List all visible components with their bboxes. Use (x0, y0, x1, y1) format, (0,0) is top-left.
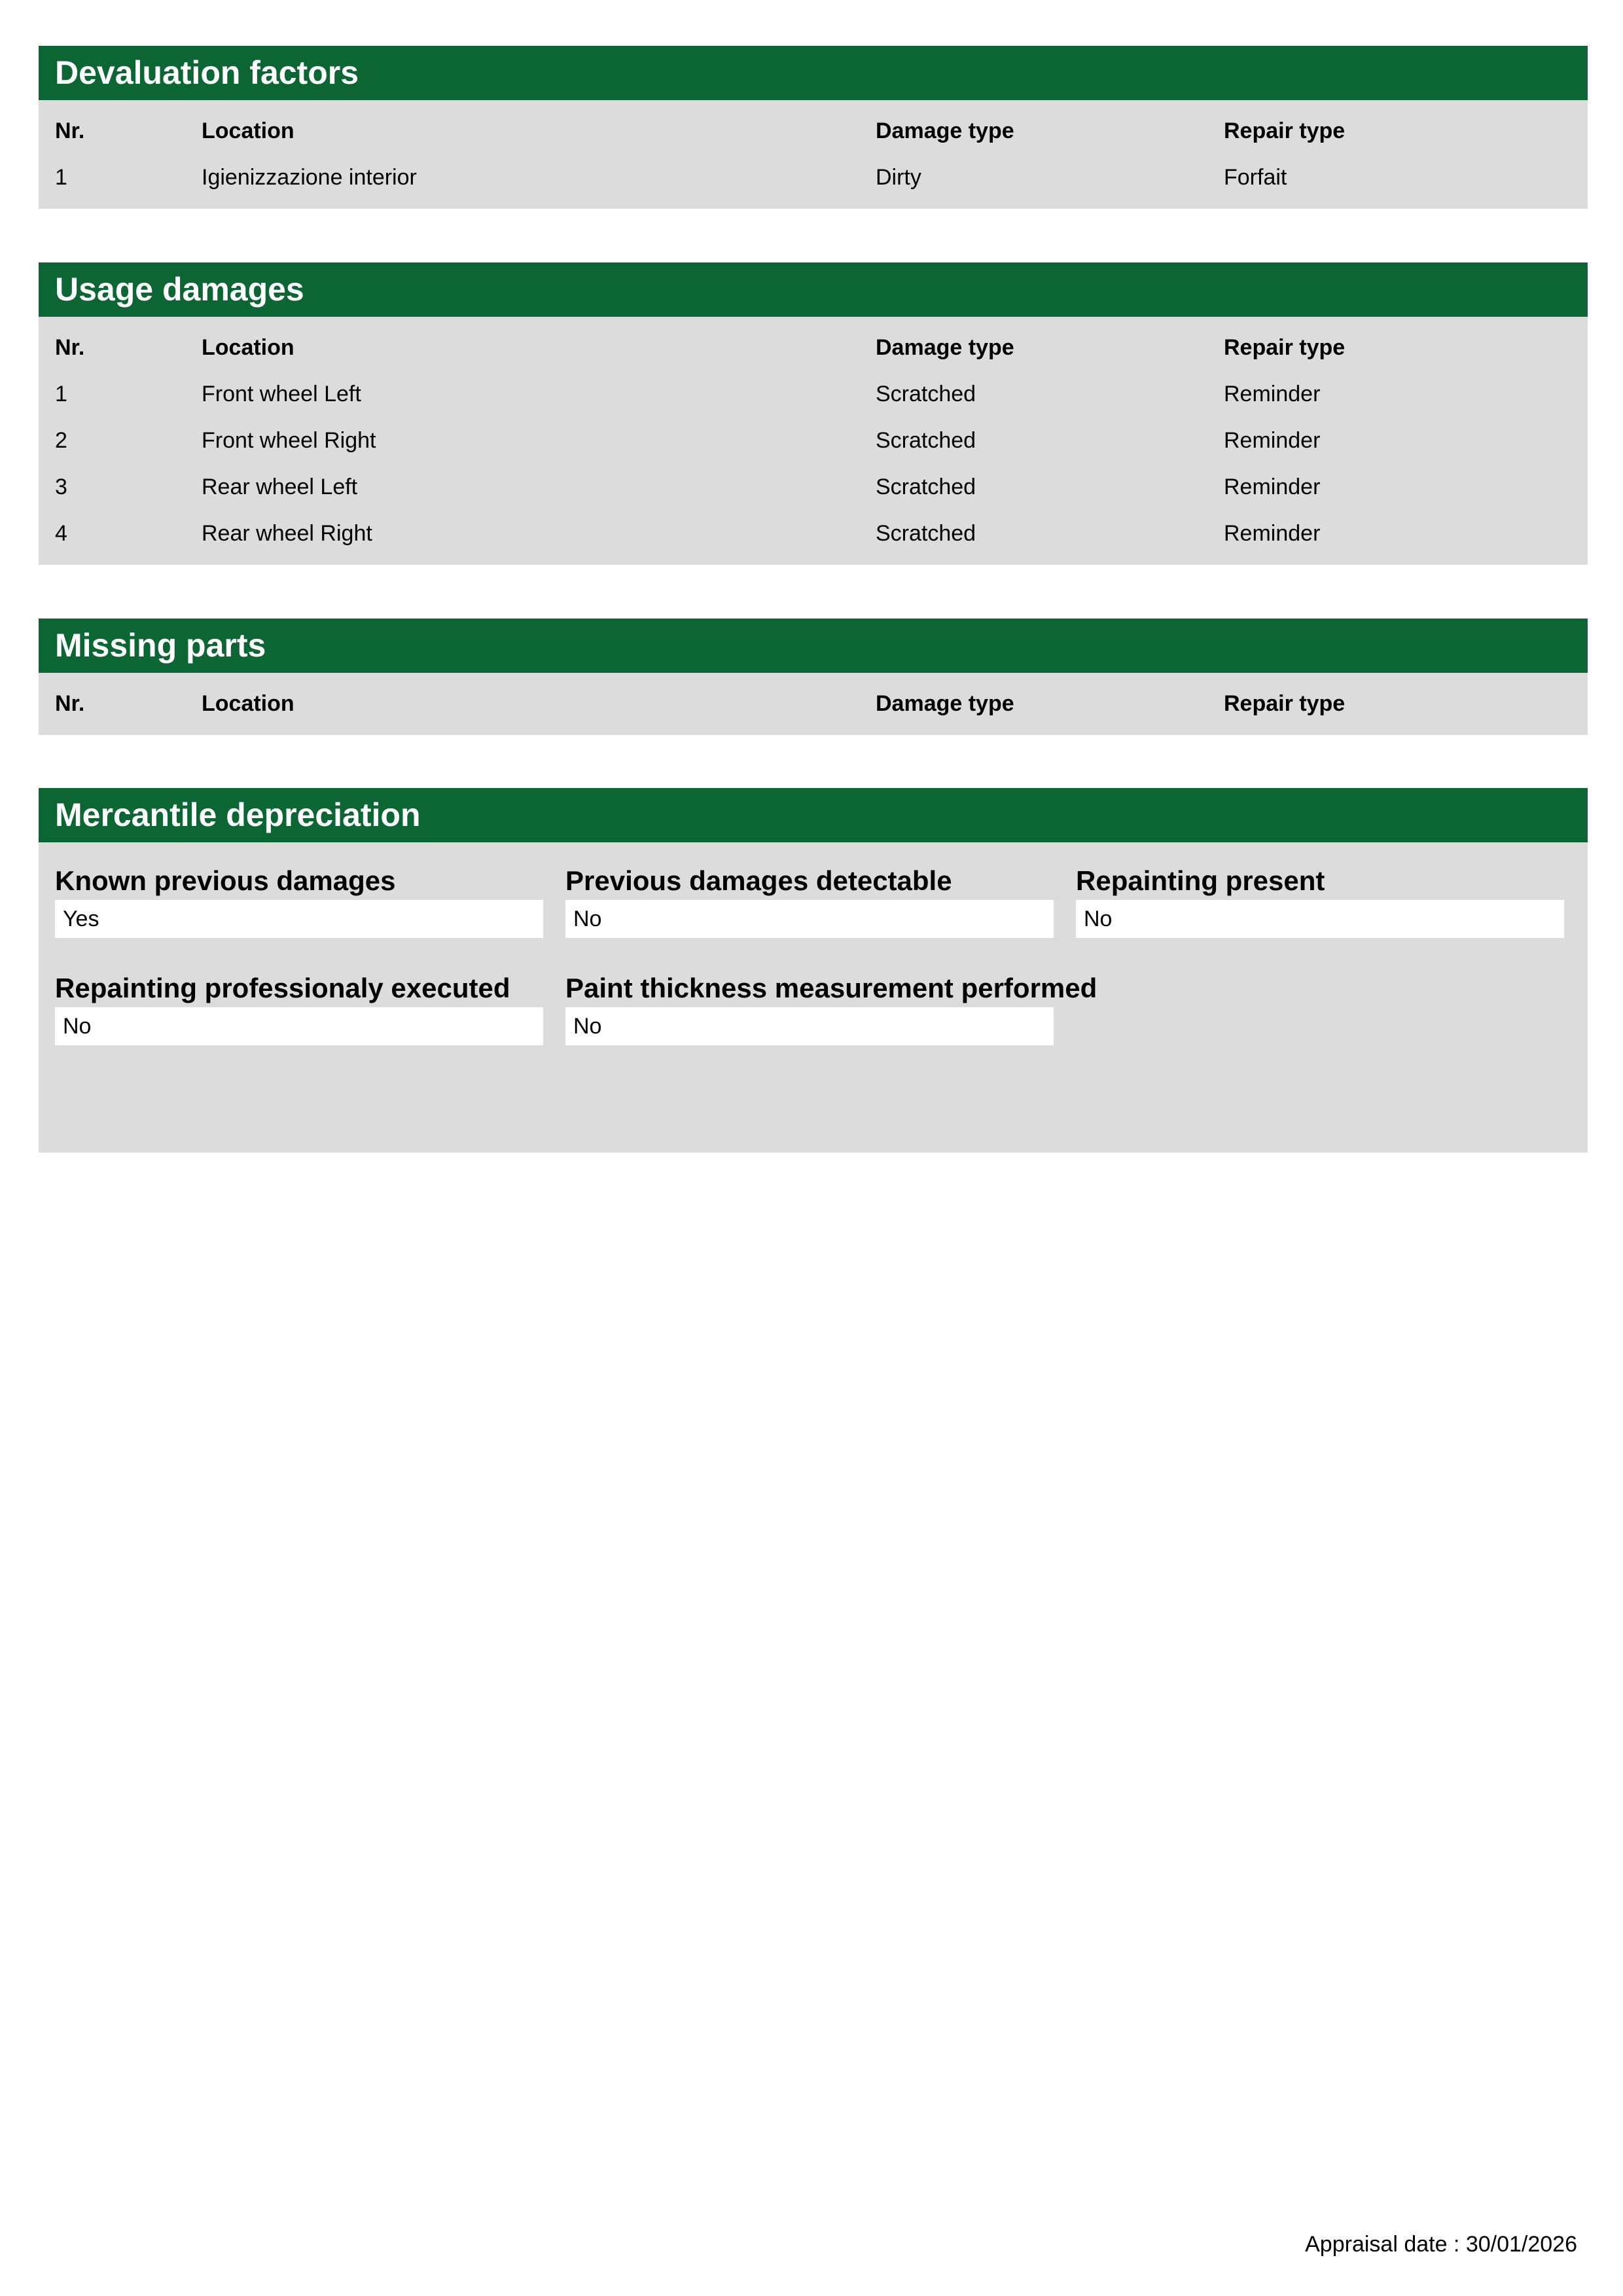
field-label: Known previous damages (55, 865, 396, 896)
row-location: Rear wheel Right (202, 521, 372, 546)
row-nr: 1 (55, 165, 67, 190)
column-damage-type-header: Damage type (876, 691, 1014, 716)
field-label: Paint thickness measurement performed (565, 973, 1097, 1003)
row-damage-type: Scratched (876, 521, 976, 546)
usage-damages-section (39, 262, 1588, 565)
field-value: No (1076, 900, 1564, 938)
field-label: Previous damages detectable (565, 865, 952, 896)
table-row (39, 511, 1588, 557)
row-nr: 4 (55, 521, 67, 546)
table-row (39, 418, 1588, 464)
row-repair-type: Reminder (1224, 382, 1321, 406)
row-location: Igienizzazione interior (202, 165, 417, 190)
row-repair-type: Reminder (1224, 428, 1321, 453)
field-value: No (565, 1007, 1054, 1045)
field-paint-thickness-measurement-performed (565, 971, 1097, 1045)
mercantile-depreciation-title: Mercantile depreciation (39, 788, 1588, 842)
column-nr-header: Nr. (55, 335, 85, 360)
row-nr: 3 (55, 475, 67, 499)
field-previous-damages-detectable (565, 863, 1054, 938)
column-location-header: Location (202, 118, 294, 143)
mercantile-depreciation-section (39, 788, 1588, 1153)
appraisal-date: Appraisal date : 30/01/2026 (1305, 2232, 1577, 2257)
row-repair-type: Reminder (1224, 475, 1321, 499)
row-damage-type: Scratched (876, 382, 976, 406)
row-nr: 1 (55, 382, 67, 406)
missing-parts-section (39, 619, 1588, 735)
column-location-header: Location (202, 691, 294, 716)
column-repair-type-header: Repair type (1224, 335, 1346, 360)
column-repair-type-header: Repair type (1224, 118, 1346, 143)
field-repainting-present (1076, 863, 1564, 938)
row-location: Front wheel Left (202, 382, 361, 406)
row-damage-type: Dirty (876, 165, 921, 190)
field-label: Repainting professionaly executed (55, 973, 510, 1003)
table-row (39, 371, 1588, 418)
row-repair-type: Reminder (1224, 521, 1321, 546)
table-row (39, 464, 1588, 511)
field-value: No (55, 1007, 543, 1045)
row-location: Front wheel Right (202, 428, 376, 453)
field-known-previous-damages (55, 863, 543, 938)
row-location: Rear wheel Left (202, 475, 358, 499)
row-nr: 2 (55, 428, 67, 453)
row-damage-type: Scratched (876, 475, 976, 499)
column-repair-type-header: Repair type (1224, 691, 1346, 716)
column-nr-header: Nr. (55, 691, 85, 716)
column-nr-header: Nr. (55, 118, 85, 143)
row-repair-type: Forfait (1224, 165, 1287, 190)
column-damage-type-header: Damage type (876, 118, 1014, 143)
field-repainting-professionaly-executed (55, 971, 543, 1045)
devaluation-factors-section (39, 46, 1588, 209)
missing-parts-title: Missing parts (39, 619, 1588, 673)
table-row (39, 154, 1588, 201)
field-value: No (565, 900, 1054, 938)
table-header (39, 325, 1588, 371)
column-location-header: Location (202, 335, 294, 360)
devaluation-factors-title: Devaluation factors (39, 46, 1588, 100)
field-label: Repainting present (1076, 865, 1325, 896)
table-header (39, 681, 1588, 727)
field-value: Yes (55, 900, 543, 938)
usage-damages-title: Usage damages (39, 262, 1588, 317)
table-header (39, 108, 1588, 154)
row-damage-type: Scratched (876, 428, 976, 453)
column-damage-type-header: Damage type (876, 335, 1014, 360)
